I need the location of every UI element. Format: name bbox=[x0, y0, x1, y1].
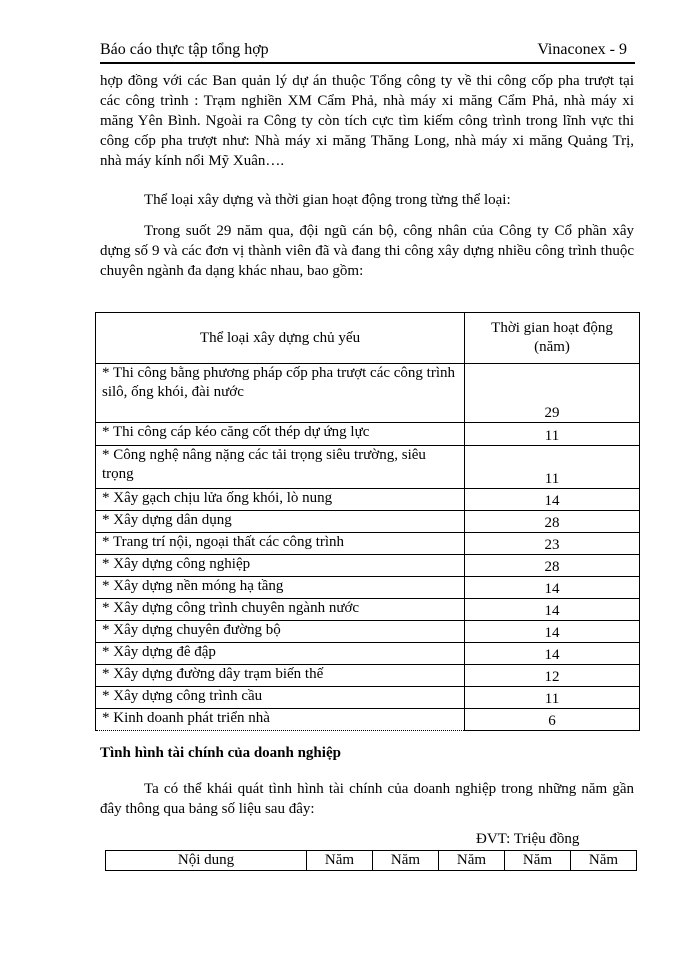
table-row bbox=[96, 709, 640, 731]
row-years: 11 bbox=[465, 446, 640, 489]
table-row bbox=[96, 687, 640, 709]
table-row bbox=[96, 555, 640, 577]
table-row bbox=[96, 533, 640, 555]
row-category: * Công nghệ nâng nặng các tải trọng siêu trường, siêu trọng bbox=[96, 446, 465, 489]
section-title-finance: Tình hình tài chính của doanh nghiệp bbox=[100, 745, 341, 761]
header-category: Thể loại xây dựng chủ yếu bbox=[96, 313, 465, 364]
table-row bbox=[96, 446, 640, 489]
table-row bbox=[96, 577, 640, 599]
row-category: * Xây dựng chuyên đường bộ bbox=[96, 621, 465, 643]
table-row bbox=[96, 599, 640, 621]
paragraph-history: Trong suốt 29 năm qua, đội ngũ cán bộ, công nhân của Công ty Cổ phần xây dựng số 9 và các đơn vị thành viên đã và đang thi công xây dựng nhiều công trình thuộc chuyên ngành đa dạng khác nhau, bao gồm: bbox=[100, 223, 634, 279]
unit-label: ĐVT: Triệu đồng bbox=[476, 831, 580, 847]
page-header bbox=[100, 40, 635, 64]
table-row bbox=[96, 489, 640, 511]
paragraph-contracts: hợp đồng với các Ban quản lý dự án thuộc Tổng công ty về thi công cốp pha trượt tại các công trình : Trạm nghiền XM Cẩm Phả, nhà máy xi măng Cẩm Phả, nhà máy xi măng Yên Bình. Ngoài ra Công ty còn tích cực tìm kiếm công trình trong lĩnh vực thi công cốp pha trượt như: Nhà máy xi măng Thăng Long, nhà máy xi măng Quảng Trị, nhà máy kính nổi Mỹ Xuân…. bbox=[100, 73, 634, 169]
row-category: * Thi công bằng phương pháp cốp pha trượt các công trình silô, ống khói, đài nước bbox=[96, 364, 465, 423]
row-years: 11 bbox=[465, 423, 640, 446]
row-category: * Thi công cáp kéo căng cốt thép dự ứng lực bbox=[96, 423, 465, 446]
finance-header-year: Năm bbox=[505, 851, 571, 871]
row-years: 14 bbox=[465, 643, 640, 665]
table-row bbox=[96, 643, 640, 665]
row-years: 14 bbox=[465, 489, 640, 511]
table-row bbox=[96, 511, 640, 533]
row-category: * Xây gạch chịu lửa ống khói, lò nung bbox=[96, 489, 465, 511]
finance-header-row bbox=[106, 851, 637, 871]
row-years: 14 bbox=[465, 577, 640, 599]
finance-header-year: Năm bbox=[571, 851, 637, 871]
row-years: 6 bbox=[465, 709, 640, 731]
finance-header-year: Năm bbox=[373, 851, 439, 871]
table-row bbox=[96, 665, 640, 687]
row-category: * Xây dựng dân dụng bbox=[96, 511, 465, 533]
row-category: * Xây dựng đường dây trạm biến thế bbox=[96, 665, 465, 687]
header-years: Thời gian hoạt động (năm) bbox=[465, 313, 640, 364]
table-row bbox=[96, 423, 640, 446]
row-category: * Xây dựng đê đập bbox=[96, 643, 465, 665]
row-years: 28 bbox=[465, 511, 640, 533]
row-years: 28 bbox=[465, 555, 640, 577]
row-years: 23 bbox=[465, 533, 640, 555]
row-years: 12 bbox=[465, 665, 640, 687]
paragraph-categories-intro: Thể loại xây dựng và thời gian hoạt động trong từng thể loại: bbox=[144, 192, 511, 208]
row-category: * Xây dựng công trình chuyên ngành nước bbox=[96, 599, 465, 621]
row-category: * Xây dựng công trình cầu bbox=[96, 687, 465, 709]
finance-header-year: Năm bbox=[307, 851, 373, 871]
header-title: Báo cáo thực tập tổng hợp bbox=[100, 41, 269, 58]
row-years: 14 bbox=[465, 599, 640, 621]
row-years: 11 bbox=[465, 687, 640, 709]
row-category: * Kinh doanh phát triển nhà bbox=[96, 709, 465, 731]
finance-table bbox=[105, 850, 637, 871]
row-years: 29 bbox=[465, 364, 640, 423]
finance-header-content: Nội dung bbox=[106, 851, 307, 871]
row-category: * Trang trí nội, ngoại thất các công trình bbox=[96, 533, 465, 555]
finance-header-year: Năm bbox=[439, 851, 505, 871]
row-category: * Xây dựng nền móng hạ tầng bbox=[96, 577, 465, 599]
row-years: 14 bbox=[465, 621, 640, 643]
paragraph-finance-intro: Ta có thể khái quát tình hình tài chính của doanh nghiệp trong những năm gần đây thông qua bảng số liệu sau đây: bbox=[100, 781, 634, 817]
table-row bbox=[96, 364, 640, 423]
table-header-row bbox=[96, 313, 640, 364]
construction-categories-table bbox=[95, 312, 640, 731]
table-row bbox=[96, 621, 640, 643]
row-category: * Xây dựng công nghiệp bbox=[96, 555, 465, 577]
header-company: Vinaconex - 9 bbox=[537, 41, 627, 58]
